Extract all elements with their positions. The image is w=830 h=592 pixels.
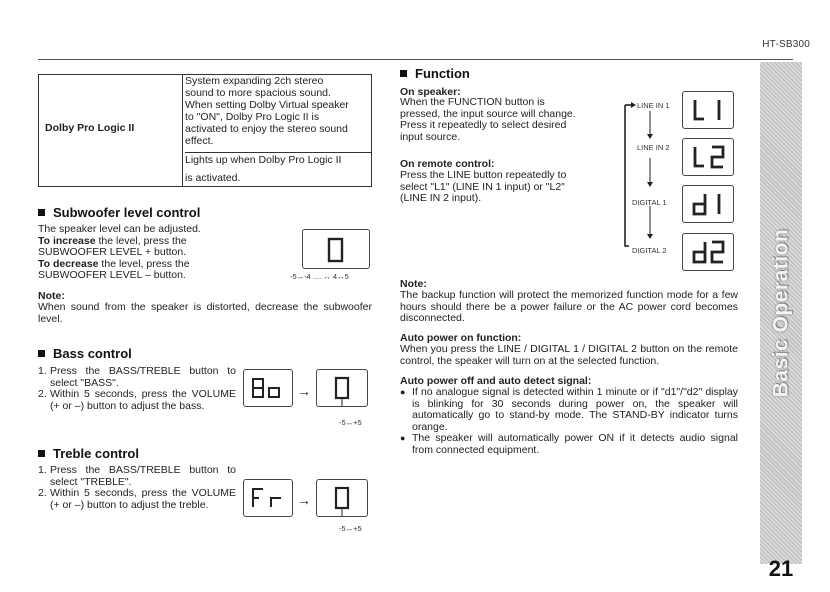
dolby-desc-line: System expanding 2ch stereo (185, 75, 324, 87)
bass-step (38, 366, 236, 389)
bass-lcd-value (316, 369, 368, 407)
model-number: HT-SB300 (762, 39, 810, 50)
treble-step (38, 488, 236, 511)
subwoofer-line: The speaker level can be adjusted. (38, 223, 201, 235)
treble-range: -5↔+5 (339, 524, 362, 533)
treble-steps (38, 465, 236, 511)
step-text: Within 5 seconds, press the VOLUME (+ or –) button to adjust the bass. (50, 388, 236, 412)
sidebar-label: Basic Operation (769, 228, 792, 398)
lcd-digital-2 (682, 233, 734, 271)
treble-lcd-tr (243, 479, 293, 517)
decrease-text: the level, press the (98, 257, 190, 270)
section-sidebar-tab (760, 62, 802, 564)
diagram-label: DIGITAL 1 (632, 198, 667, 207)
bullet-text: If no analogue signal is detected within 1 minute or if "d1"/"d2" display is blinking for 30 seconds during power on, the speaker will automatically go to stand-by mode. The STAND-BY indicator turns orange. (412, 386, 738, 433)
table-divider (182, 75, 183, 186)
bullet-dot-icon: ● (400, 387, 406, 397)
bass-lcd-bo (243, 369, 293, 407)
function-heading (400, 66, 470, 81)
auto-off-bullets (400, 387, 738, 457)
arrow-right-icon: → (297, 492, 311, 508)
dolby-desc-line: sound to more spacious sound. (185, 87, 331, 99)
subwoofer-note-title: Note: (38, 290, 65, 302)
subwoofer-text (38, 224, 288, 282)
subwoofer-lcd (302, 229, 370, 269)
dolby-table (38, 74, 372, 187)
header-rule (38, 59, 793, 60)
bass-step (38, 389, 236, 412)
square-bullet-icon (38, 450, 45, 457)
on-speaker-title: On speaker: (400, 86, 461, 98)
bullet-dot-icon: ● (400, 433, 406, 444)
bass-heading (38, 346, 132, 361)
step-text: Press the BASS/TREBLE button to select "TREBLE". (50, 464, 236, 488)
text-line: Press it repeatedly to select desired (400, 119, 567, 131)
text-line: pressed, the input source will change. (400, 107, 576, 120)
on-speaker-text (400, 97, 610, 143)
dolby-desc-line: is activated. (185, 172, 241, 184)
page-number: 21 (768, 556, 794, 581)
step-text: Press the BASS/TREBLE button to select "BASS". (50, 365, 236, 389)
text-line: When the FUNCTION button is (400, 96, 545, 108)
subwoofer-note: When sound from the speaker is distorted, decrease the subwoofer level. (38, 301, 372, 325)
square-bullet-icon (400, 70, 407, 77)
step-number: 2. (38, 388, 47, 400)
auto-off-title: Auto power off and auto detect signal: (400, 375, 592, 387)
treble-heading (38, 446, 139, 461)
step-number: 1. (38, 365, 47, 377)
text-line: select "L1" (LINE IN 1 input) or "L2" (400, 180, 565, 193)
on-remote-title: On remote control: (400, 158, 495, 170)
diagram-label: DIGITAL 2 (632, 246, 667, 255)
increase-text: the level, press the (95, 234, 187, 247)
step-number: 1. (38, 464, 47, 476)
lcd-line-in-1 (682, 91, 734, 129)
arrow-right-icon: → (297, 383, 311, 399)
function-note-title: Note: (400, 278, 427, 290)
text-line: input source. (400, 130, 461, 143)
function-title: Function (415, 66, 470, 81)
function-note: The backup function will protect the memorized function mode for a few hours should there be a power failure or the AC power cord becomes disconnected. (400, 289, 738, 324)
text-line: Press the LINE button repeatedly to (400, 169, 567, 181)
dolby-desc-line: to "ON", Dolby Pro Logic II is (185, 111, 320, 123)
subwoofer-title: Subwoofer level control (53, 205, 201, 220)
diagram-label: LINE IN 2 (637, 143, 670, 152)
list-item (400, 433, 738, 456)
lcd-line-in-2 (682, 138, 734, 176)
diagram-label: LINE IN 1 (637, 101, 670, 110)
on-remote-text (400, 170, 610, 205)
square-bullet-icon (38, 209, 45, 216)
treble-title: Treble control (53, 446, 139, 461)
lcd-digital-1 (682, 185, 734, 223)
auto-on-text: When you press the LINE / DIGITAL 1 / DIGITAL 2 button on the remote control, the speaker will turn on at the selected function. (400, 343, 738, 367)
dolby-desc-line: Lights up when Dolby Pro Logic II (185, 152, 371, 167)
treble-step (38, 465, 236, 488)
list-item (400, 387, 738, 433)
step-number: 2. (38, 487, 47, 499)
subwoofer-heading (38, 205, 200, 220)
text-line: (LINE IN 2 input). (400, 192, 482, 204)
subwoofer-range: -5↔-4 .... ↔ 4↔5 (290, 272, 349, 281)
dolby-label: Dolby Pro Logic II (45, 122, 135, 134)
bass-range: -5↔+5 (339, 418, 362, 427)
dolby-desc-line: When setting Dolby Virtual speaker (185, 99, 349, 111)
square-bullet-icon (38, 350, 45, 357)
decrease-label: To decrease (38, 257, 99, 270)
dolby-desc-line: effect. (185, 135, 214, 147)
bullet-text: The speaker will automatically power ON if it detects audio signal from connected equipment. (412, 432, 738, 456)
step-text: Within 5 seconds, press the VOLUME (+ or –) button to adjust the treble. (50, 487, 236, 511)
treble-lcd-value (316, 479, 368, 517)
auto-on-title: Auto power on function: (400, 332, 522, 344)
increase-text-2: SUBWOOFER LEVEL + button. (38, 246, 187, 258)
increase-label: To increase (38, 234, 96, 247)
bass-title: Bass control (53, 346, 132, 361)
dolby-desc-line: activated to enjoy the stereo sound (185, 123, 348, 135)
decrease-text-2: SUBWOOFER LEVEL – button. (38, 269, 186, 281)
bass-steps (38, 366, 236, 412)
